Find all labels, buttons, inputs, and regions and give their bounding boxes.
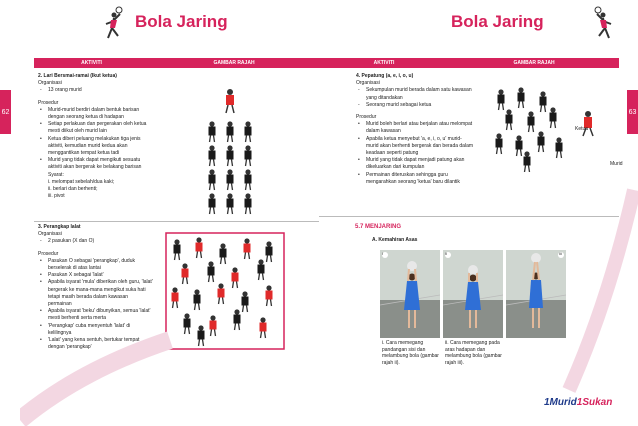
- proc-label: Prosedur: [356, 114, 377, 121]
- proc-item: • Apabila isyarat 'mula' diberikan oleh guru, 'lalat' bergerak ke mana-mana mengikut suka hati tetapi masih berada dalam kawasan permainan: [38, 279, 153, 308]
- follower-figure: [209, 169, 216, 190]
- table-header: [34, 58, 319, 68]
- proc-item: • 'Perangkap' cuba menyentuh 'lalat' di kelilingnya: [38, 323, 153, 337]
- condition-item: i. melompat sebelah/dua kaki;: [48, 178, 115, 185]
- page-tab: [627, 90, 638, 134]
- right-page: [319, 0, 638, 426]
- photo-i: [380, 250, 440, 338]
- brand-logo: 1Murid1Sukan: [544, 397, 613, 408]
- proc-item: • Murid boleh berlari atau berjalan atau melompat dalam kawasan: [356, 121, 474, 135]
- proc-item: • 'Lalat' yang kena sentuh, bertukar tempat dengan 'perangkap': [38, 337, 153, 351]
- subsection-heading: A. Kemahiran Asas: [372, 237, 418, 243]
- follower-figure: [227, 169, 234, 190]
- condition-item: iii. pivot: [48, 193, 65, 200]
- statue-figure: [524, 151, 531, 172]
- statue-figure: [538, 131, 545, 152]
- proc-item: • Permainan diteruskan sehingga guru mengarahkan seorang 'ketua' baru dilantik: [356, 172, 474, 186]
- org-item: - 13 orang murid: [38, 87, 153, 94]
- label-murid: Murid: [610, 161, 623, 167]
- follower-figure: [227, 145, 234, 166]
- figure-fly-trap-court: [165, 232, 285, 350]
- org-label: Organisasi: [356, 80, 380, 87]
- follower-figure: [227, 193, 234, 214]
- proc-label: Prosedur: [38, 250, 59, 257]
- figure-statues: [487, 84, 607, 172]
- section-title: 3. Perangkap lalat: [38, 224, 81, 230]
- statue-players: [496, 87, 563, 172]
- statue-figure: [550, 107, 557, 128]
- proc-item: • Murid yang tidak dapat mengikuti sesuatu aktiviti akan bergerak ke belakang barisan Syarat:: [38, 157, 153, 179]
- statue-figure: [516, 135, 523, 156]
- org-item: - Seorang murid sebagai ketua: [356, 102, 474, 109]
- page-number: 63: [628, 108, 637, 116]
- follower-figure: [245, 169, 252, 190]
- proc-label: Prosedur: [38, 99, 59, 106]
- header-diagram: GAMBAR RAJAH: [213, 60, 255, 66]
- proc-item: • Pasukan O sebagai 'perangkap', duduk berselerak di atas lantai: [38, 258, 153, 272]
- statue-figure: [506, 109, 513, 130]
- proc-item: • Murid yang tidak dapat menjadi patung akan dikeluarkan dari kumpulan: [356, 157, 474, 171]
- leader-figure: [226, 89, 234, 113]
- decorative-swoosh: [20, 330, 180, 426]
- header-diagram: GAMBAR RAJAH: [513, 60, 555, 66]
- activity-section-2: [38, 73, 153, 200]
- proc-item: • Apabila isyarat 'beku' dibunyikan, semua 'lalat' mesti berhenti serta merta: [38, 308, 153, 322]
- page-tab: [0, 90, 11, 134]
- proc-item: • Apabila ketua menyebut 'a, e, i, o, u' murid-murid akan berhenti bergerak dan berada dalam keadaan seperti patung: [356, 136, 474, 158]
- decorative-swoosh: [559, 180, 638, 400]
- proc-item: • Ketua diberi peluang melakukan tiga jenis aktiviti, kemudian murid kedua akan menggantikan tempat ketua tadi: [38, 136, 153, 158]
- header-activity: AKTIVITI: [81, 60, 102, 66]
- activity-section-4: [356, 73, 474, 186]
- statue-figure: [498, 89, 505, 110]
- netball-player-logo: [587, 6, 617, 40]
- figure-follow-leader: [185, 82, 275, 227]
- section-heading: 5.7 MENJARING: [355, 224, 402, 230]
- page-title: Bola Jaring: [451, 12, 544, 31]
- statue-figure: [556, 137, 563, 158]
- photo-iii: [506, 250, 566, 338]
- follower-figure: [245, 145, 252, 166]
- page-title: Bola Jaring: [135, 12, 228, 31]
- org-item: - 2 pasukan (X dan O): [38, 238, 153, 245]
- caption-i: i. Cara memegang pandangan sisi dan melambung bola (gambar rajah ii).: [382, 340, 439, 366]
- org-item: - Sekumpulan murid berada dalam satu kawasan yang ditandakan: [356, 87, 474, 101]
- section-title: 2. Lari Bersmai-ramai (Ikut ketua): [38, 73, 117, 79]
- follower-figure: [245, 121, 252, 142]
- table-header: [319, 58, 619, 68]
- caption-ii: ii. Cara memegang pada aras hadapan dan melambung bola (gambar rajah iii).: [445, 340, 502, 366]
- header-activity: AKTIVITI: [373, 60, 395, 66]
- photo-ii: [443, 250, 503, 338]
- statue-figure: [540, 91, 547, 112]
- label-ketua: Ketua: [575, 126, 589, 132]
- proc-item: • Setiap perlakuan dan pergerakan oleh ketua mesti diikut oleh murid lain: [38, 121, 153, 135]
- netball-player-logo: [100, 6, 130, 40]
- proc-item: • Pasukan X sebagai 'lalat': [38, 272, 153, 279]
- org-label: Organisasi: [38, 231, 62, 238]
- condition-item: ii. berlari dan berhenti;: [48, 186, 98, 193]
- page-number: 62: [1, 108, 10, 116]
- follower-figure: [209, 145, 216, 166]
- section-title: 4. Pepatung (a, e, i, o, u): [356, 73, 414, 79]
- follower-figure: [227, 121, 234, 142]
- photo-marker: i: [382, 251, 383, 256]
- follower-figure: [209, 193, 216, 214]
- statue-figure: [528, 111, 535, 132]
- photo-marker: ii: [445, 251, 447, 256]
- follower-figure: [245, 193, 252, 214]
- org-label: Organisasi: [38, 80, 62, 87]
- follower-rows: [209, 121, 252, 214]
- statue-figure: [518, 87, 525, 108]
- photo-marker: iii: [559, 251, 562, 256]
- follower-figure: [209, 121, 216, 142]
- divider: [34, 221, 319, 222]
- statue-figure: [496, 133, 503, 154]
- proc-item: • Murid-murid berdiri dalam bentuk barisan dengan seorang ketua di hadapan: [38, 107, 153, 121]
